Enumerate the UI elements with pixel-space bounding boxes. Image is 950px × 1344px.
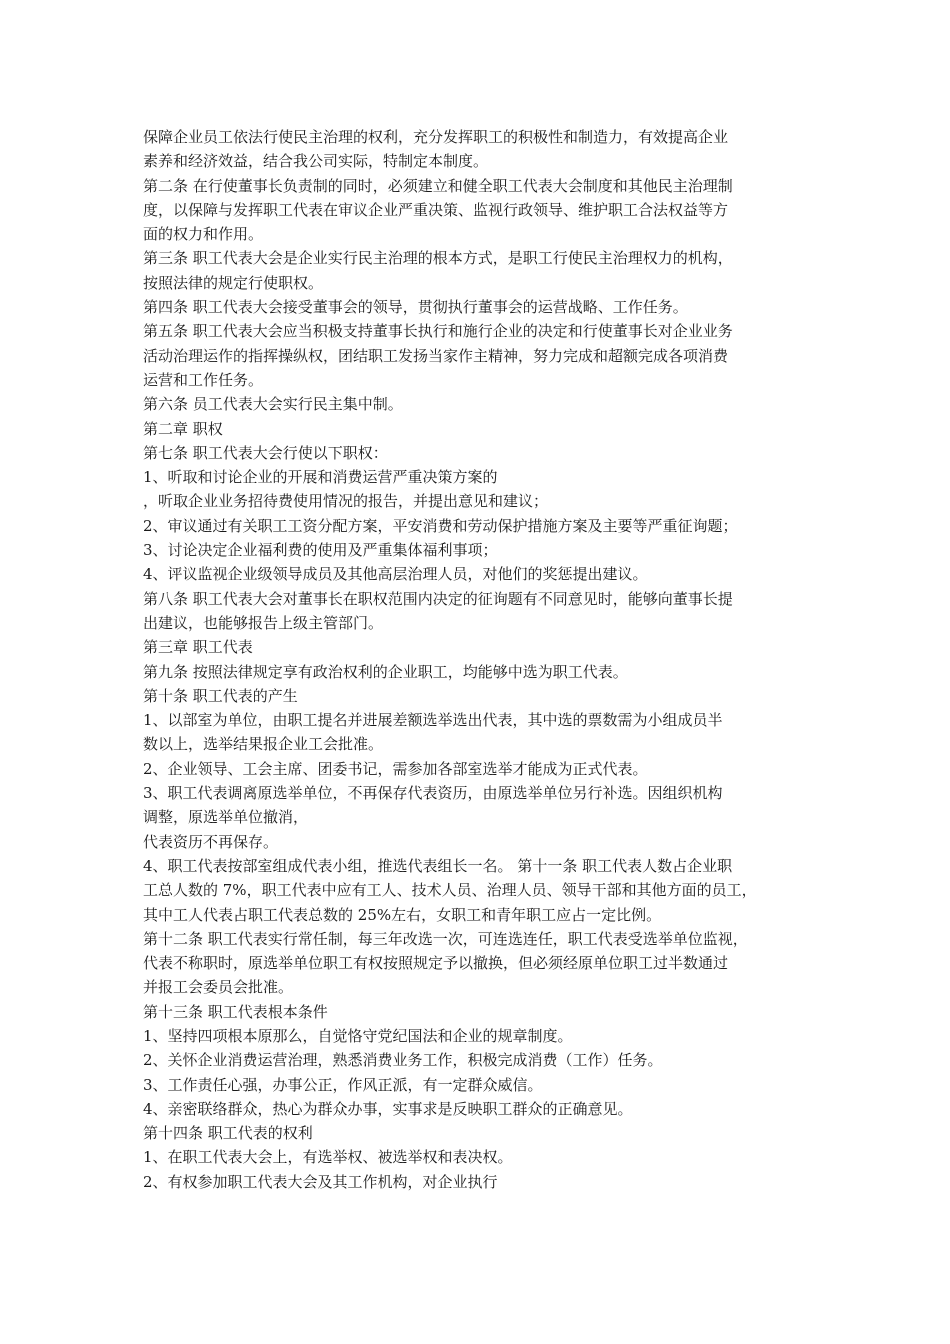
text-line: 出建议，也能够报告上级主管部门。 [143,613,384,632]
text-line: 1、在职工代表大会上，有选举权、被选举权和表决权。 [143,1148,513,1167]
text-line: 运营和工作任务。 [143,370,264,389]
text-line: 第十二条 职工代表实行常任制，每三年改选一次，可连选连任，职工代表受选举单位监视， [143,929,748,948]
text-line: 第五条 职工代表大会应当积极支持董事长执行和施行企业的决定和行使董事长对企业业务 [143,322,733,341]
text-line: 4、评议监视企业级领导成员及其他高层治理人员，对他们的奖惩提出建议。 [143,565,648,584]
text-line: ，听取企业业务招待费使用情况的报告，并提出意见和建议； [143,492,549,511]
text-line: 度，以保障与发挥职工代表在审议企业严重决策、监视行政领导、维护职工合法权益等方 [143,200,729,219]
text-line: 2、有权参加职工代表大会及其工作机构，对企业执行 [143,1172,498,1191]
text-line: 其中工人代表占职工代表总数的 25%左右，女职工和青年职工应占一定比例。 [143,905,662,924]
text-line: 第十四条 职工代表的权利 [143,1124,313,1143]
text-line: 第九条 按照法律规定享有政治权利的企业职工，均能够中选为职工代表。 [143,662,628,681]
text-line: 活动治理运作的指挥操纵权，团结职工发扬当家作主精神，努力完成和超额完成各项消费 [143,346,729,365]
text-line: 2、关怀企业消费运营治理，熟悉消费业务工作，积极完成消费（工作）任务。 [143,1051,663,1070]
text-line: 第二条 在行使董事长负责制的同时，必须建立和健全职工代表大会制度和其他民主治理制 [143,176,733,195]
text-line: 3、工作责任心强，办事公正，作风正派，有一定群众威信。 [143,1075,543,1094]
text-line: 调整，原选举单位撤消， [143,808,309,827]
text-line: 代表不称职时，原选举单位职工有权按照规定予以撤换，但必须经原单位职工过半数通过 [143,954,729,973]
text-line: 代表资历不再保存。 [143,832,279,851]
text-line: 第四条 职工代表大会接受董事会的领导，贯彻执行董事会的运营战略、工作任务。 [143,298,688,317]
text-line: 第六条 员工代表大会实行民主集中制。 [143,395,403,414]
text-line: 第二章 职权 [143,419,223,438]
text-line: 第七条 职工代表大会行使以下职权： [143,443,388,462]
text-line: 2、企业领导、工会主席、团委书记，需参加各部室选举才能成为正式代表。 [143,759,648,778]
text-line: 第三章 职工代表 [143,638,253,657]
text-line: 第十条 职工代表的产生 [143,686,298,705]
text-line: 3、讨论决定企业福利费的使用及严重集体福利事项； [143,541,498,560]
text-line: 3、职工代表调离原选举单位，不再保存代表资历，由原选举单位另行补选。因组织机构 [143,784,723,803]
text-line: 第十三条 职工代表根本条件 [143,1002,328,1021]
text-line: 第三条 职工代表大会是企业实行民主治理的根本方式，是职工行使民主治理权力的机构， [143,249,733,268]
text-line: 素养和经济效益，结合我公司实际，特制定本制度。 [143,152,489,171]
text-line: 4、职工代表按部室组成代表小组，推选代表组长一名。 第十一条 职工代表人数占企业职 [143,856,733,875]
text-line: 4、亲密联络群众，热心为群众办事，实事求是反映职工群众的正确意见。 [143,1099,633,1118]
text-line: 第八条 职工代表大会对董事长在职权范围内决定的征询题有不同意见时，能够向董事长提 [143,589,733,608]
text-line: 面的权力和作用。 [143,225,264,244]
text-line: 保障企业员工依法行使民主治理的权利，充分发挥职工的积极性和制造力，有效提高企业 [143,128,729,146]
text-line: 1、坚持四项根本原那么，自觉恪守党纪国法和企业的规章制度。 [143,1026,573,1045]
text-line: 1、以部室为单位，由职工提名并进展差额选举选出代表，其中选的票数需为小组成员半 [143,711,723,730]
text-line: 工总人数的 7%，职工代表中应有工人、技术人员、治理人员、领导干部和其他方面的员工， [143,881,757,900]
text-line: 按照法律的规定行使职权。 [143,273,324,292]
text-line: 数以上，选举结果报企业工会批准。 [143,735,384,754]
text-line: 并报工会委员会批准。 [143,978,294,997]
document-body [143,125,823,1194]
text-line: 1、听取和讨论企业的开展和消费运营严重决策方案的 [143,468,498,487]
text-line: 2、审议通过有关职工工资分配方案，平安消费和劳动保护措施方案及主要等严重征询题； [143,516,738,535]
